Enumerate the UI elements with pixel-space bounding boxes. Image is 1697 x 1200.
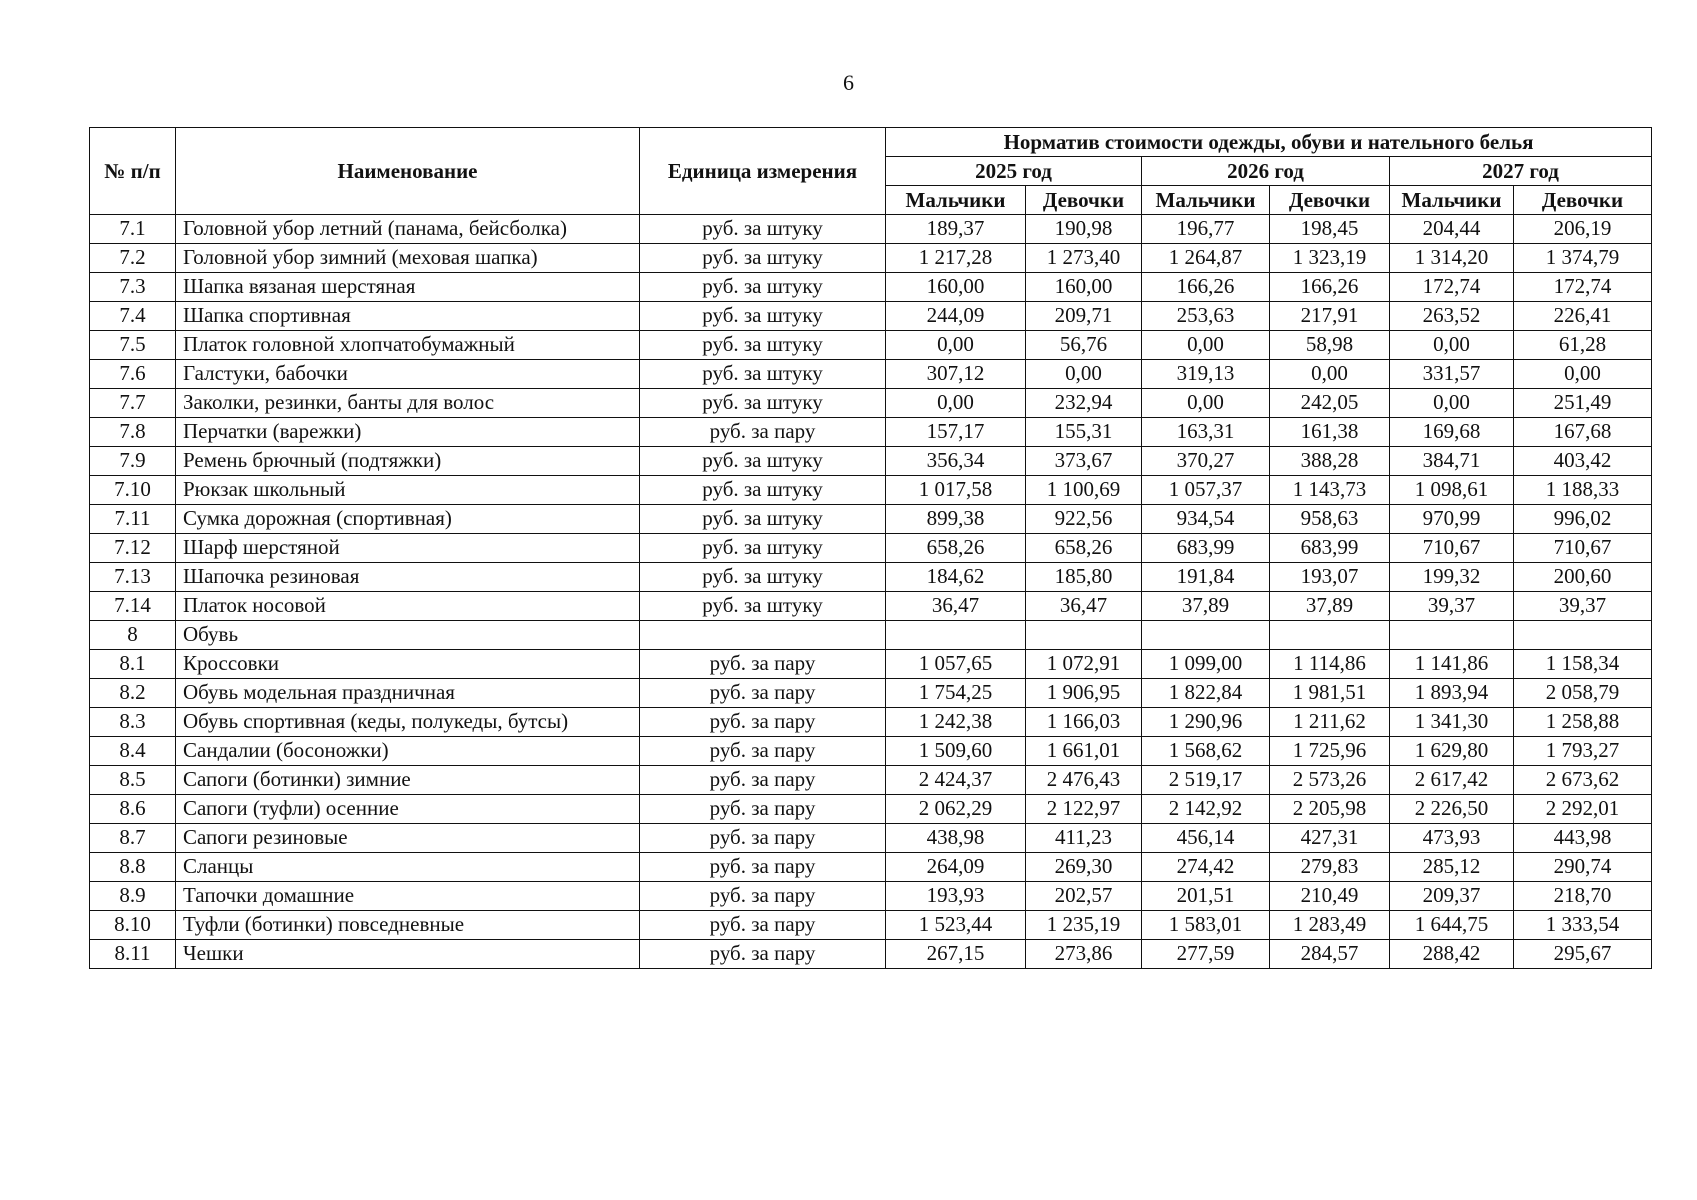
cost-girls-2025: 1 100,69 <box>1026 476 1142 505</box>
unit-of-measure: руб. за штуку <box>640 244 886 273</box>
cost-girls-2025: 1 166,03 <box>1026 708 1142 737</box>
unit-of-measure: руб. за пару <box>640 882 886 911</box>
cost-boys-2025: 1 057,65 <box>886 650 1026 679</box>
cost-girls-2026: 198,45 <box>1270 215 1390 244</box>
cost-girls-2025: 1 072,91 <box>1026 650 1142 679</box>
item-name: Платок головной хлопчатобумажный <box>176 331 640 360</box>
cost-boys-2027: 199,32 <box>1390 563 1514 592</box>
cost-boys-2025: 264,09 <box>886 853 1026 882</box>
cost-boys-2025: 1 523,44 <box>886 911 1026 940</box>
table-row <box>90 679 1652 708</box>
cost-boys-2026: 456,14 <box>1142 824 1270 853</box>
table-row <box>90 911 1652 940</box>
cost-boys-2026: 0,00 <box>1142 331 1270 360</box>
cost-boys-2027: 473,93 <box>1390 824 1514 853</box>
cost-girls-2026 <box>1270 621 1390 650</box>
row-number: 7.7 <box>90 389 176 418</box>
cost-girls-2027: 218,70 <box>1514 882 1652 911</box>
cost-girls-2027: 39,37 <box>1514 592 1652 621</box>
item-name: Обувь модельная праздничная <box>176 679 640 708</box>
item-name: Чешки <box>176 940 640 969</box>
cost-girls-2025: 202,57 <box>1026 882 1142 911</box>
table-row <box>90 331 1652 360</box>
cost-girls-2027: 0,00 <box>1514 360 1652 389</box>
row-number: 7.1 <box>90 215 176 244</box>
cost-boys-2026: 37,89 <box>1142 592 1270 621</box>
table-row <box>90 563 1652 592</box>
cost-girls-2026: 210,49 <box>1270 882 1390 911</box>
cost-girls-2026: 161,38 <box>1270 418 1390 447</box>
table-row <box>90 824 1652 853</box>
cost-boys-2025: 658,26 <box>886 534 1026 563</box>
cost-boys-2026: 1 057,37 <box>1142 476 1270 505</box>
table-row <box>90 650 1652 679</box>
item-name: Перчатки (варежки) <box>176 418 640 447</box>
cost-girls-2025: 273,86 <box>1026 940 1142 969</box>
cost-boys-2027: 2 617,42 <box>1390 766 1514 795</box>
table-row <box>90 302 1652 331</box>
cost-boys-2025: 1 509,60 <box>886 737 1026 766</box>
table-row <box>90 418 1652 447</box>
item-name: Тапочки домашние <box>176 882 640 911</box>
cost-girls-2025: 56,76 <box>1026 331 1142 360</box>
cost-girls-2026: 279,83 <box>1270 853 1390 882</box>
item-name: Галстуки, бабочки <box>176 360 640 389</box>
header-year-2027: 2027 год <box>1390 157 1652 186</box>
cost-boys-2026 <box>1142 621 1270 650</box>
unit-of-measure: руб. за штуку <box>640 447 886 476</box>
header-name: Наименование <box>176 128 640 215</box>
cost-girls-2026: 0,00 <box>1270 360 1390 389</box>
cost-girls-2026: 427,31 <box>1270 824 1390 853</box>
cost-boys-2025 <box>886 621 1026 650</box>
row-number: 7.14 <box>90 592 176 621</box>
cost-boys-2026: 191,84 <box>1142 563 1270 592</box>
cost-girls-2025: 1 661,01 <box>1026 737 1142 766</box>
row-number: 7.10 <box>90 476 176 505</box>
header-unit: Единица измерения <box>640 128 886 215</box>
row-number: 8.10 <box>90 911 176 940</box>
unit-of-measure: руб. за штуку <box>640 273 886 302</box>
cost-boys-2027: 285,12 <box>1390 853 1514 882</box>
cost-boys-2026: 0,00 <box>1142 389 1270 418</box>
item-name: Шапка спортивная <box>176 302 640 331</box>
row-number: 7.12 <box>90 534 176 563</box>
cost-girls-2027: 1 333,54 <box>1514 911 1652 940</box>
header-num: № п/п <box>90 128 176 215</box>
row-number: 8.6 <box>90 795 176 824</box>
row-number: 7.9 <box>90 447 176 476</box>
cost-boys-2027: 0,00 <box>1390 389 1514 418</box>
cost-boys-2026: 166,26 <box>1142 273 1270 302</box>
cost-boys-2026: 1 568,62 <box>1142 737 1270 766</box>
cost-boys-2026: 163,31 <box>1142 418 1270 447</box>
row-number: 8.7 <box>90 824 176 853</box>
cost-girls-2027: 61,28 <box>1514 331 1652 360</box>
item-name: Кроссовки <box>176 650 640 679</box>
cost-boys-2026: 196,77 <box>1142 215 1270 244</box>
table-row <box>90 505 1652 534</box>
table-row <box>90 795 1652 824</box>
cost-girls-2027: 206,19 <box>1514 215 1652 244</box>
cost-girls-2026: 1 143,73 <box>1270 476 1390 505</box>
item-name: Ремень брючный (подтяжки) <box>176 447 640 476</box>
cost-girls-2026: 958,63 <box>1270 505 1390 534</box>
item-name: Сапоги резиновые <box>176 824 640 853</box>
row-number: 7.5 <box>90 331 176 360</box>
cost-girls-2027: 996,02 <box>1514 505 1652 534</box>
item-name: Шарф шерстяной <box>176 534 640 563</box>
cost-boys-2027: 39,37 <box>1390 592 1514 621</box>
cost-boys-2025: 244,09 <box>886 302 1026 331</box>
table-row <box>90 592 1652 621</box>
table-row <box>90 882 1652 911</box>
item-name: Рюкзак школьный <box>176 476 640 505</box>
header-girls-2027: Девочки <box>1514 186 1652 215</box>
cost-boys-2027: 1 644,75 <box>1390 911 1514 940</box>
cost-girls-2027: 290,74 <box>1514 853 1652 882</box>
cost-girls-2026: 1 114,86 <box>1270 650 1390 679</box>
cost-boys-2026: 934,54 <box>1142 505 1270 534</box>
header-boys-2025: Мальчики <box>886 186 1026 215</box>
row-number: 8.4 <box>90 737 176 766</box>
cost-boys-2027: 1 314,20 <box>1390 244 1514 273</box>
row-number: 8.5 <box>90 766 176 795</box>
cost-girls-2025: 185,80 <box>1026 563 1142 592</box>
cost-boys-2025: 356,34 <box>886 447 1026 476</box>
item-name: Обувь спортивная (кеды, полукеды, бутсы) <box>176 708 640 737</box>
cost-girls-2027: 2 058,79 <box>1514 679 1652 708</box>
cost-boys-2026: 277,59 <box>1142 940 1270 969</box>
cost-girls-2025: 209,71 <box>1026 302 1142 331</box>
header-girls-2026: Девочки <box>1270 186 1390 215</box>
cost-boys-2026: 1 264,87 <box>1142 244 1270 273</box>
cost-girls-2027 <box>1514 621 1652 650</box>
cost-girls-2027: 226,41 <box>1514 302 1652 331</box>
cost-girls-2026: 683,99 <box>1270 534 1390 563</box>
unit-of-measure: руб. за пару <box>640 824 886 853</box>
cost-girls-2026: 1 283,49 <box>1270 911 1390 940</box>
item-name: Платок носовой <box>176 592 640 621</box>
table-row <box>90 853 1652 882</box>
cost-boys-2025: 1 217,28 <box>886 244 1026 273</box>
item-name: Сапоги (ботинки) зимние <box>176 766 640 795</box>
cost-girls-2026: 2 205,98 <box>1270 795 1390 824</box>
table-row <box>90 940 1652 969</box>
cost-girls-2027: 1 188,33 <box>1514 476 1652 505</box>
unit-of-measure: руб. за пару <box>640 679 886 708</box>
header-girls-2025: Девочки <box>1026 186 1142 215</box>
table-row <box>90 215 1652 244</box>
cost-girls-2025: 373,67 <box>1026 447 1142 476</box>
unit-of-measure: руб. за пару <box>640 708 886 737</box>
cost-boys-2026: 253,63 <box>1142 302 1270 331</box>
cost-boys-2027: 2 226,50 <box>1390 795 1514 824</box>
cost-girls-2025: 2 122,97 <box>1026 795 1142 824</box>
cost-girls-2025: 1 273,40 <box>1026 244 1142 273</box>
cost-girls-2026: 1 725,96 <box>1270 737 1390 766</box>
unit-of-measure <box>640 621 886 650</box>
cost-boys-2027: 710,67 <box>1390 534 1514 563</box>
cost-girls-2026: 1 211,62 <box>1270 708 1390 737</box>
cost-girls-2026: 193,07 <box>1270 563 1390 592</box>
unit-of-measure: руб. за штуку <box>640 389 886 418</box>
cost-girls-2027: 1 793,27 <box>1514 737 1652 766</box>
cost-boys-2027: 209,37 <box>1390 882 1514 911</box>
table-row <box>90 737 1652 766</box>
row-number: 8.11 <box>90 940 176 969</box>
item-name: Туфли (ботинки) повседневные <box>176 911 640 940</box>
cost-girls-2025: 922,56 <box>1026 505 1142 534</box>
cost-girls-2027: 251,49 <box>1514 389 1652 418</box>
cost-boys-2027: 384,71 <box>1390 447 1514 476</box>
cost-girls-2025: 1 906,95 <box>1026 679 1142 708</box>
cost-boys-2027: 1 141,86 <box>1390 650 1514 679</box>
row-number: 7.11 <box>90 505 176 534</box>
row-number: 7.3 <box>90 273 176 302</box>
cost-boys-2025: 2 424,37 <box>886 766 1026 795</box>
cost-girls-2027: 710,67 <box>1514 534 1652 563</box>
cost-girls-2027: 295,67 <box>1514 940 1652 969</box>
cost-boys-2025: 267,15 <box>886 940 1026 969</box>
cost-girls-2026: 1 981,51 <box>1270 679 1390 708</box>
cost-boys-2025: 307,12 <box>886 360 1026 389</box>
cost-girls-2025: 36,47 <box>1026 592 1142 621</box>
cost-girls-2025: 155,31 <box>1026 418 1142 447</box>
cost-boys-2027: 169,68 <box>1390 418 1514 447</box>
cost-boys-2025: 1 754,25 <box>886 679 1026 708</box>
table-row <box>90 708 1652 737</box>
unit-of-measure: руб. за штуку <box>640 215 886 244</box>
cost-girls-2026: 58,98 <box>1270 331 1390 360</box>
item-name: Головной убор зимний (меховая шапка) <box>176 244 640 273</box>
cost-girls-2027: 1 258,88 <box>1514 708 1652 737</box>
cost-girls-2025: 190,98 <box>1026 215 1142 244</box>
table-row <box>90 447 1652 476</box>
page-number: 6 <box>843 70 854 95</box>
unit-of-measure: руб. за пару <box>640 418 886 447</box>
unit-of-measure: руб. за штуку <box>640 331 886 360</box>
row-number: 8 <box>90 621 176 650</box>
cost-girls-2026: 37,89 <box>1270 592 1390 621</box>
cost-boys-2027: 1 629,80 <box>1390 737 1514 766</box>
cost-boys-2027: 1 341,30 <box>1390 708 1514 737</box>
table-header <box>90 128 1652 215</box>
cost-boys-2025: 193,93 <box>886 882 1026 911</box>
unit-of-measure: руб. за пару <box>640 853 886 882</box>
cost-boys-2025: 0,00 <box>886 389 1026 418</box>
cost-girls-2027: 167,68 <box>1514 418 1652 447</box>
cost-girls-2026: 388,28 <box>1270 447 1390 476</box>
cost-boys-2026: 2 142,92 <box>1142 795 1270 824</box>
cost-girls-2025: 232,94 <box>1026 389 1142 418</box>
row-number: 7.2 <box>90 244 176 273</box>
cost-boys-2027: 172,74 <box>1390 273 1514 302</box>
cost-boys-2027: 331,57 <box>1390 360 1514 389</box>
cost-boys-2027: 1 893,94 <box>1390 679 1514 708</box>
unit-of-measure: руб. за пару <box>640 940 886 969</box>
table-body <box>90 215 1652 969</box>
cost-girls-2025: 1 235,19 <box>1026 911 1142 940</box>
item-name: Сандалии (босоножки) <box>176 737 640 766</box>
unit-of-measure: руб. за пару <box>640 911 886 940</box>
cost-girls-2027: 1 374,79 <box>1514 244 1652 273</box>
cost-girls-2025: 411,23 <box>1026 824 1142 853</box>
cost-girls-2026: 284,57 <box>1270 940 1390 969</box>
cost-girls-2027: 443,98 <box>1514 824 1652 853</box>
row-number: 7.8 <box>90 418 176 447</box>
cost-boys-2027: 204,44 <box>1390 215 1514 244</box>
unit-of-measure: руб. за штуку <box>640 505 886 534</box>
cost-boys-2026: 319,13 <box>1142 360 1270 389</box>
cost-girls-2027: 2 292,01 <box>1514 795 1652 824</box>
table-row <box>90 534 1652 563</box>
cost-boys-2025: 36,47 <box>886 592 1026 621</box>
cost-girls-2026: 2 573,26 <box>1270 766 1390 795</box>
item-name: Обувь <box>176 621 640 650</box>
cost-boys-2025: 184,62 <box>886 563 1026 592</box>
cost-boys-2026: 370,27 <box>1142 447 1270 476</box>
cost-girls-2026: 1 323,19 <box>1270 244 1390 273</box>
cost-girls-2025: 160,00 <box>1026 273 1142 302</box>
cost-boys-2026: 1 822,84 <box>1142 679 1270 708</box>
table-row <box>90 360 1652 389</box>
clothing-cost-norms-table <box>89 127 1652 969</box>
cost-girls-2027: 172,74 <box>1514 273 1652 302</box>
cost-girls-2027: 1 158,34 <box>1514 650 1652 679</box>
unit-of-measure: руб. за пару <box>640 650 886 679</box>
cost-girls-2027: 200,60 <box>1514 563 1652 592</box>
table-row <box>90 476 1652 505</box>
cost-boys-2025: 160,00 <box>886 273 1026 302</box>
row-number: 8.8 <box>90 853 176 882</box>
cost-boys-2026: 2 519,17 <box>1142 766 1270 795</box>
table-row <box>90 621 1652 650</box>
unit-of-measure: руб. за штуку <box>640 360 886 389</box>
cost-boys-2027 <box>1390 621 1514 650</box>
unit-of-measure: руб. за штуку <box>640 534 886 563</box>
unit-of-measure: руб. за пару <box>640 795 886 824</box>
row-number: 8.3 <box>90 708 176 737</box>
unit-of-measure: руб. за штуку <box>640 592 886 621</box>
item-name: Сапоги (туфли) осенние <box>176 795 640 824</box>
header-norm: Норматив стоимости одежды, обуви и нательного белья <box>886 128 1652 157</box>
item-name: Головной убор летний (панама, бейсболка) <box>176 215 640 244</box>
unit-of-measure: руб. за штуку <box>640 302 886 331</box>
cost-boys-2026: 1 290,96 <box>1142 708 1270 737</box>
cost-girls-2026: 217,91 <box>1270 302 1390 331</box>
row-number: 8.1 <box>90 650 176 679</box>
cost-boys-2026: 274,42 <box>1142 853 1270 882</box>
cost-girls-2026: 166,26 <box>1270 273 1390 302</box>
header-boys-2027: Мальчики <box>1390 186 1514 215</box>
cost-girls-2026: 242,05 <box>1270 389 1390 418</box>
cost-boys-2025: 899,38 <box>886 505 1026 534</box>
cost-girls-2025: 0,00 <box>1026 360 1142 389</box>
cost-girls-2025: 2 476,43 <box>1026 766 1142 795</box>
cost-boys-2025: 157,17 <box>886 418 1026 447</box>
item-name: Заколки, резинки, банты для волос <box>176 389 640 418</box>
header-year-2026: 2026 год <box>1142 157 1390 186</box>
cost-girls-2027: 2 673,62 <box>1514 766 1652 795</box>
cost-girls-2025: 269,30 <box>1026 853 1142 882</box>
cost-boys-2026: 1 583,01 <box>1142 911 1270 940</box>
row-number: 7.6 <box>90 360 176 389</box>
table-row <box>90 273 1652 302</box>
row-number: 8.2 <box>90 679 176 708</box>
cost-boys-2026: 1 099,00 <box>1142 650 1270 679</box>
cost-boys-2027: 288,42 <box>1390 940 1514 969</box>
header-year-2025: 2025 год <box>886 157 1142 186</box>
cost-boys-2027: 0,00 <box>1390 331 1514 360</box>
row-number: 7.13 <box>90 563 176 592</box>
cost-girls-2025: 658,26 <box>1026 534 1142 563</box>
unit-of-measure: руб. за штуку <box>640 476 886 505</box>
cost-boys-2026: 201,51 <box>1142 882 1270 911</box>
header-boys-2026: Мальчики <box>1142 186 1270 215</box>
cost-girls-2027: 403,42 <box>1514 447 1652 476</box>
item-name: Сумка дорожная (спортивная) <box>176 505 640 534</box>
unit-of-measure: руб. за штуку <box>640 563 886 592</box>
cost-boys-2025: 189,37 <box>886 215 1026 244</box>
unit-of-measure: руб. за пару <box>640 766 886 795</box>
cost-boys-2026: 683,99 <box>1142 534 1270 563</box>
cost-boys-2027: 970,99 <box>1390 505 1514 534</box>
cost-boys-2025: 1 017,58 <box>886 476 1026 505</box>
cost-girls-2025 <box>1026 621 1142 650</box>
cost-boys-2027: 263,52 <box>1390 302 1514 331</box>
row-number: 8.9 <box>90 882 176 911</box>
table-row <box>90 389 1652 418</box>
cost-boys-2025: 1 242,38 <box>886 708 1026 737</box>
cost-boys-2027: 1 098,61 <box>1390 476 1514 505</box>
cost-boys-2025: 438,98 <box>886 824 1026 853</box>
cost-boys-2025: 2 062,29 <box>886 795 1026 824</box>
item-name: Сланцы <box>176 853 640 882</box>
row-number: 7.4 <box>90 302 176 331</box>
table-row <box>90 766 1652 795</box>
item-name: Шапочка резиновая <box>176 563 640 592</box>
table-row <box>90 244 1652 273</box>
cost-boys-2025: 0,00 <box>886 331 1026 360</box>
item-name: Шапка вязаная шерстяная <box>176 273 640 302</box>
unit-of-measure: руб. за пару <box>640 737 886 766</box>
